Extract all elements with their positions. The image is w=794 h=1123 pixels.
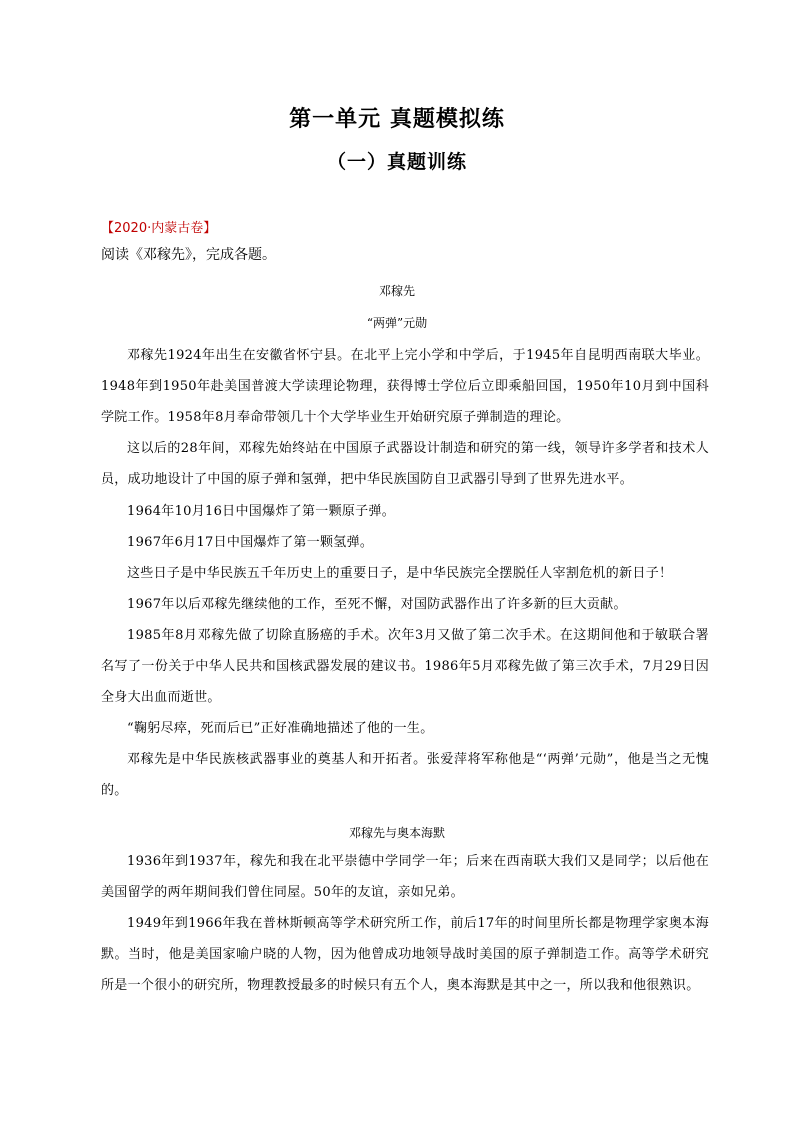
- article-paragraph: 1985年8月邓稼先做了切除直肠癌的手术。次年3月又做了第二次手术。在这期间他和于敏联合署名写了一份关于中华人民共和国核武器发展的建议书。1986年5月邓稼先做了第三次手术，7月29日因全身大出血而逝世。: [101, 628, 709, 705]
- article-paragraph: 这些日子是中华民族五千年历史上的重要日子，是中华民族完全摆脱任人宰割危机的新日子！: [127, 566, 673, 581]
- article-paragraph: 邓稼先1924年出生在安徽省怀宁县。在北平上完小学和中学后，于1945年自昆明西南联大毕业。1948年到1950年赴美国普渡大学读理论物理，获得博士学位后立即乘船回国，1950年10月到中国科学院工作。1958年8月奉命带领几十个大学毕业生开始研究原子弹制造的理论。: [101, 348, 709, 425]
- article-paragraph: 1964年10月16日中国爆炸了第一颗原子弹。: [127, 504, 396, 519]
- article-paragraph: 1967年6月17日中国爆炸了第一颗氢弹。: [127, 535, 374, 550]
- article-paragraph: “鞠躬尽瘁，死而后已”正好准确地描述了他的一生。: [127, 721, 434, 736]
- article-paragraph: 邓稼先是中华民族核武器事业的奠基人和开拓者。张爱萍将军称他是“‘两弹’元勋”，他是当之无愧的。: [101, 752, 709, 798]
- article-title: 邓稼先: [378, 284, 415, 298]
- section-title-2: 邓稼先与奥本海默: [348, 826, 445, 840]
- section-title-1: “两弹”元勋: [366, 316, 428, 330]
- question-instruction: 阅读《邓稼先》，完成各题。: [101, 247, 276, 263]
- question-source-label: 【2020·内蒙古卷】: [101, 221, 217, 236]
- page-subtitle: （一）真题训练: [326, 151, 467, 173]
- article-paragraph: 1967年以后邓稼先继续他的工作，至死不懈，对国防武器作出了许多新的巨大贡献。: [127, 597, 627, 612]
- page-title: 第一单元 真题模拟练: [289, 107, 505, 132]
- article-paragraph: 这以后的28年间，邓稼先始终站在中国原子武器设计制造和研究的第一线，领导许多学者和技术人员，成功地设计了中国的原子弹和氢弹，把中华民族国防自卫武器引导到了世界先进水平。: [101, 441, 709, 487]
- article-paragraph: 1949年到1966年我在普林斯顿高等学术研究所工作，前后17年的时间里所长都是物理学家奥本海默。当时，他是美国家喻户晓的人物，因为他曾成功地领导战时美国的原子弹制造工作。高等学术研究所是一个很小的研究所，物理教授最多的时候只有五个人，奥本海默是其中之一，所以我和他很熟识。: [101, 916, 709, 993]
- article-paragraph: 1936年到1937年，稼先和我在北平崇德中学同学一年；后来在西南联大我们又是同学；以后他在美国留学的两年期间我们曾住同屋。50年的友谊，亲如兄弟。: [101, 854, 709, 900]
